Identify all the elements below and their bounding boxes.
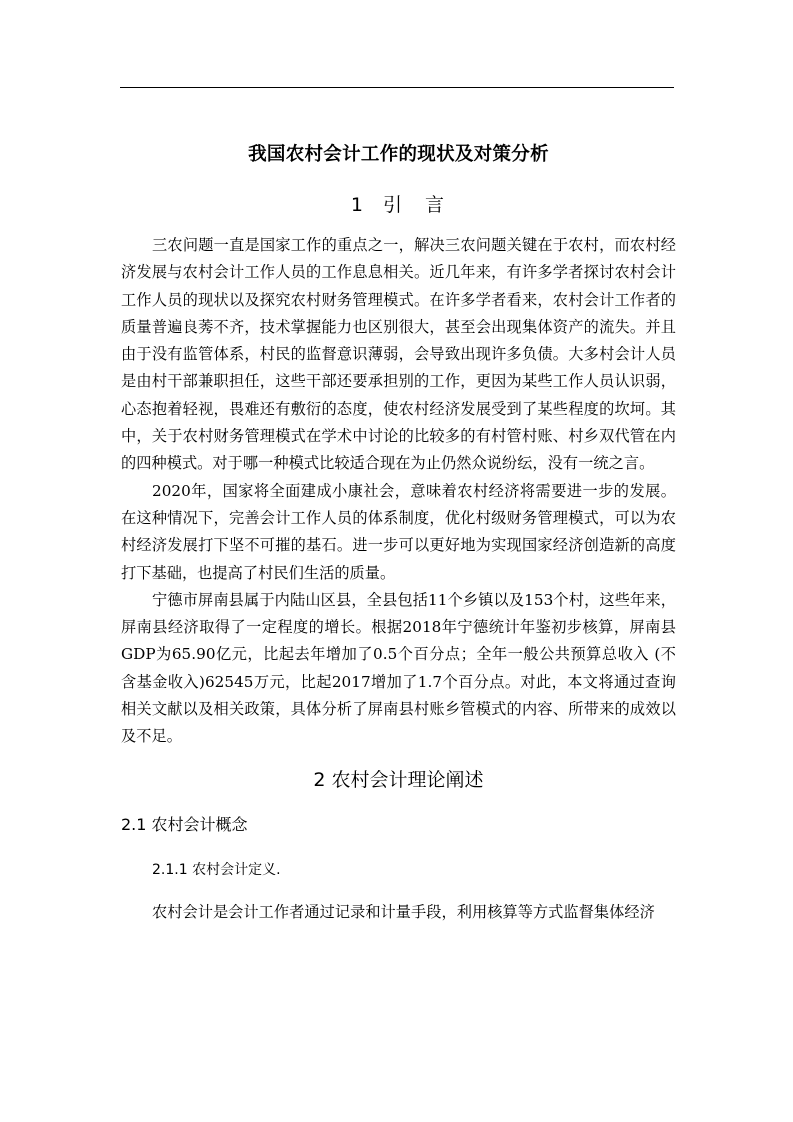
subsection-2-1-heading: 2.1 农村会计概念: [121, 814, 248, 834]
section-1-heading: 1 引 言: [350, 194, 447, 216]
section-1-paragraph-1: 三农问题一直是国家工作的重点之一，解决三农问题关键在于农村，而农村经济发展与农村会计工作人员的工作息息相关。近几年来，有许多学者探讨农村会计工作人员的现状以及探究农村财务管理模式。在许多学者看来，农村会计工作者的质量普遍良莠不齐，技术掌握能力也区别很大，甚至会出现集体资产的流失。并且由于没有监管体系，村民的监督意识薄弱，会导致出现许多负债。大多村会计人员是由村干部兼职担任，这些干部还要承担别的工作，更因为某些工作人员认识弱，心态抱着轻视，畏难还有敷衍的态度，使农村经济发展受到了某些程度的坎坷。其中，关于农村财务管理模式在学术中讨论的比较多的有村管村账、村乡双代管在内的四种模式。对于哪一种模式比较适合现在为止仍然众说纷纭，没有一统之言。: [121, 236, 676, 473]
document-title: 我国农村会计工作的现状及对策分析: [248, 144, 549, 165]
section-1-paragraph-2: 2020年，国家将全面建成小康社会，意味着农村经济将需要进一步的发展。在这种情况下，完善会计工作人员的体系制度，优化村级财务管理模式，可以为农村经济发展打下坚不可摧的基石。进一步可以更好地为实现国家经济创造新的高度打下基础，也提高了村民们生活的质量。: [121, 481, 676, 582]
section-1-paragraph-3: 宁德市屏南县属于内陆山区县，全县包括11个乡镇以及153个村，这些年来，屏南县经济取得了一定程度的增长。根据2018年宁德统计年鉴初步核算，屏南县GDP为65.90亿元，比起去年增加了0.5个百分点；全年一般公共预算总收入 (不含基金收入)62545万元，比起2017增加了1.7个百分点。对此，本文将通过查询相关文献以及相关政策，具体分析了屏南县村账乡管模式的内容、所带来的成效以及不足。: [121, 590, 676, 746]
subsection-2-1-1-heading: 2.1.1 农村会计定义.: [152, 861, 281, 878]
section-2-heading: 2 农村会计理论阐述: [313, 768, 484, 791]
header-rule: [120, 87, 674, 88]
document-body: [121, 140, 676, 926]
subsection-2-1-1-paragraph: 农村会计是会计工作者通过记录和计量手段，利用核算等方式监督集体经济: [152, 902, 655, 921]
